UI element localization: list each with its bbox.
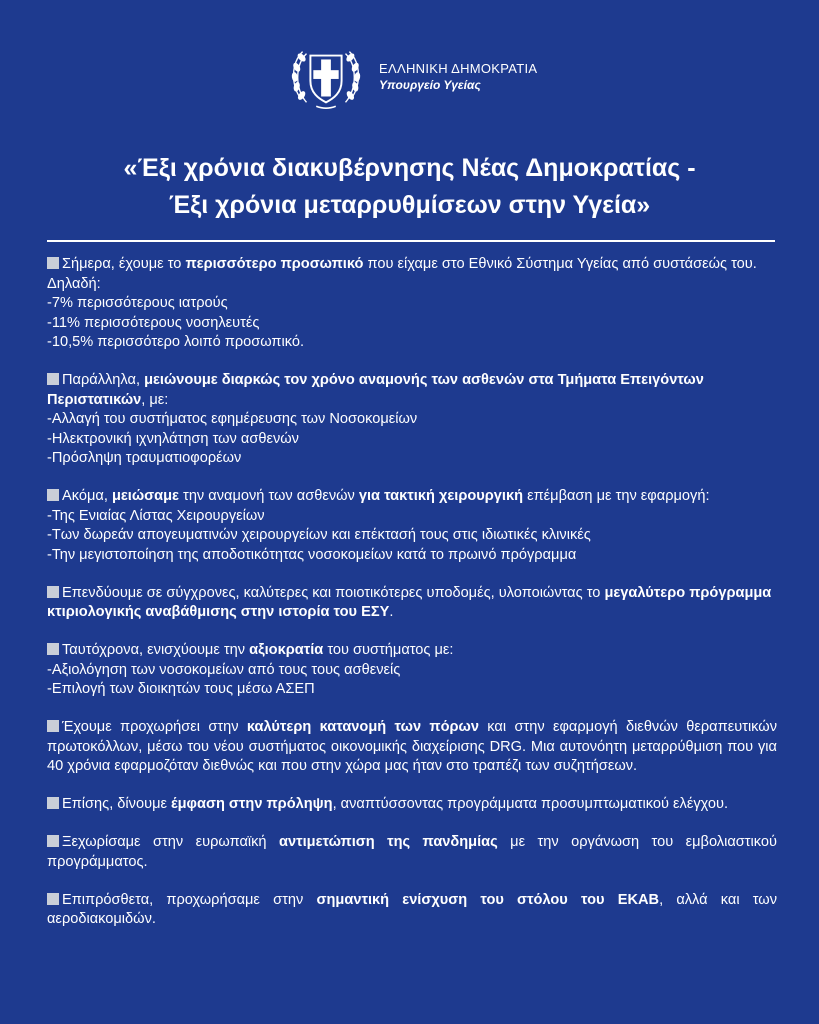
list-item: -Αξιολόγηση των νοσοκομείων από τους τους ασθενείς <box>47 661 401 678</box>
emphasis: σημαντική ενίσχυση του στόλου του ΕΚΑΒ <box>316 891 660 908</box>
page-title <box>0 150 819 224</box>
org-line1: ΕΛΛΗΝΙΚΗ ΔΗΜΟΚΡΑΤΙΑ <box>379 61 538 76</box>
paragraph-emergency <box>47 371 777 469</box>
square-bullet-icon <box>47 720 59 732</box>
content <box>47 255 777 948</box>
divider <box>47 240 775 242</box>
square-bullet-icon <box>47 586 59 598</box>
text: Επίσης, δίνουμε <box>62 796 172 812</box>
text: Ακόμα, <box>62 488 112 504</box>
paragraph-surgery <box>47 487 777 565</box>
square-bullet-icon <box>47 835 59 847</box>
list-item: -7% περισσότερους ιατρούς <box>47 295 228 311</box>
text: με την οργάνωση του εμβολιαστικού προγράμματος. <box>47 834 777 870</box>
list-item: -Επιλογή των διοικητών τους μέσω ΑΣΕΠ <box>47 681 315 697</box>
text: Επενδύουμε σε σύγχρονες, καλύτερες και ποιοτικότερες υποδομές, υλοποιώντας το <box>62 584 605 601</box>
list-item: -Την μεγιστοποίηση της αποδοτικότητας νοσοκομείων κατά το πρωινό πρόγραμμα <box>47 546 577 563</box>
square-bullet-icon <box>47 489 59 501</box>
text: Σήμερα, έχουμε το <box>62 256 186 272</box>
text: Επιπρόσθετα, προχωρήσαμε στην <box>62 891 317 908</box>
emphasis: μειώνουμε διαρκώς τον χρόνο αναμονής των ασθενών στα Τμήματα Επειγόντων Περιστατικών <box>47 372 704 408</box>
text: Παράλληλα, <box>62 372 145 388</box>
org-line2: Υπουργείο Υγείας <box>379 78 481 92</box>
square-bullet-icon <box>47 893 59 905</box>
list-item: -10,5% περισσότερο λοιπό προσωπικό. <box>47 334 305 350</box>
text: επέμβαση με την εφαρμογή: <box>523 488 710 504</box>
emphasis: καλύτερη κατανομή των πόρων <box>246 719 479 735</box>
text: Ξεχωρίσαμε στην ευρωπαϊκή <box>62 834 279 850</box>
text: . <box>389 604 394 620</box>
square-bullet-icon <box>47 373 59 385</box>
text: , αλλά και των αεροδιακομιδών. <box>47 891 778 927</box>
list-item: -Των δωρεάν απογευματινών χειρουργείων και επέκτασή τους στις ιδιωτικές κλινικές <box>47 527 591 543</box>
list-item: -11% περισσότερους νοσηλευτές <box>47 314 260 331</box>
list-item: -Αλλαγή του συστήματος εφημέρευσης των Νοσοκομείων <box>47 411 418 427</box>
list-item: -Της Ενιαίας Λίστας Χειρουργείων <box>47 507 265 524</box>
paragraph-pandemic <box>47 833 777 872</box>
paragraph-staff <box>47 255 777 353</box>
square-bullet-icon <box>47 797 59 809</box>
paragraph-resources <box>47 718 777 777</box>
text: την αναμονή των ασθενών <box>179 488 359 504</box>
emphasis: για τακτική χειρουργική <box>358 488 524 504</box>
emphasis: μειώσαμε <box>111 488 179 504</box>
text: , με: <box>141 391 169 408</box>
header <box>287 38 537 116</box>
paragraph-ekab <box>47 891 777 930</box>
emphasis: αξιοκρατία <box>249 642 324 658</box>
text: και στην εφαρμογή διεθνών θεραπευτικών πρωτοκόλλων, μέσω του νέου συστήματος οικονομικής διαχείρισης DRG. Μια αυτονόητη μεταρρύθμιση που για 40 χρόνια εφαρμοζόταν διεθνώς και που στην χώρα μας ήταν στο τραπέζι των συζητήσεων. <box>47 719 777 774</box>
organization-name <box>379 60 537 94</box>
text: Έχουμε προχωρήσει στην <box>62 719 247 735</box>
list-item: -Ηλεκτρονική ιχνηλάτηση των ασθενών <box>47 430 299 447</box>
text: Ταυτόχρονα, ενισχύουμε την <box>62 642 250 658</box>
emphasis: μεγαλύτερο πρόγραμμα κτιριολογικής αναβάθμισης στην ιστορία του ΕΣΥ <box>47 584 772 620</box>
list-item: -Πρόσληψη τραυματιοφορέων <box>47 450 242 466</box>
text: του συστήματος με: <box>323 642 454 658</box>
paragraph-prevention <box>47 795 777 815</box>
text: , αναπτύσσοντας προγράμματα προσυμπτωματικού ελέγχου. <box>332 796 729 812</box>
paragraph-meritocracy <box>47 641 777 700</box>
square-bullet-icon <box>47 643 59 655</box>
paragraph-infrastructure <box>47 584 777 623</box>
greek-coat-of-arms-icon <box>287 38 365 116</box>
title-line2: Έξι χρόνια μεταρρυθμίσεων στην Υγεία» <box>168 191 651 219</box>
title-line1: «Έξι χρόνια διακυβέρνησης Νέας Δημοκρατίας - <box>123 154 696 182</box>
emphasis: έμφαση στην πρόληψη <box>171 796 333 812</box>
square-bullet-icon <box>47 257 59 269</box>
text: που είχαμε στο Εθνικό Σύστημα Υγείας από συστάσεώς του. Δηλαδή: <box>47 256 757 292</box>
emphasis: περισσότερο προσωπικό <box>185 256 364 272</box>
emphasis: αντιμετώπιση της πανδημίας <box>279 834 498 850</box>
